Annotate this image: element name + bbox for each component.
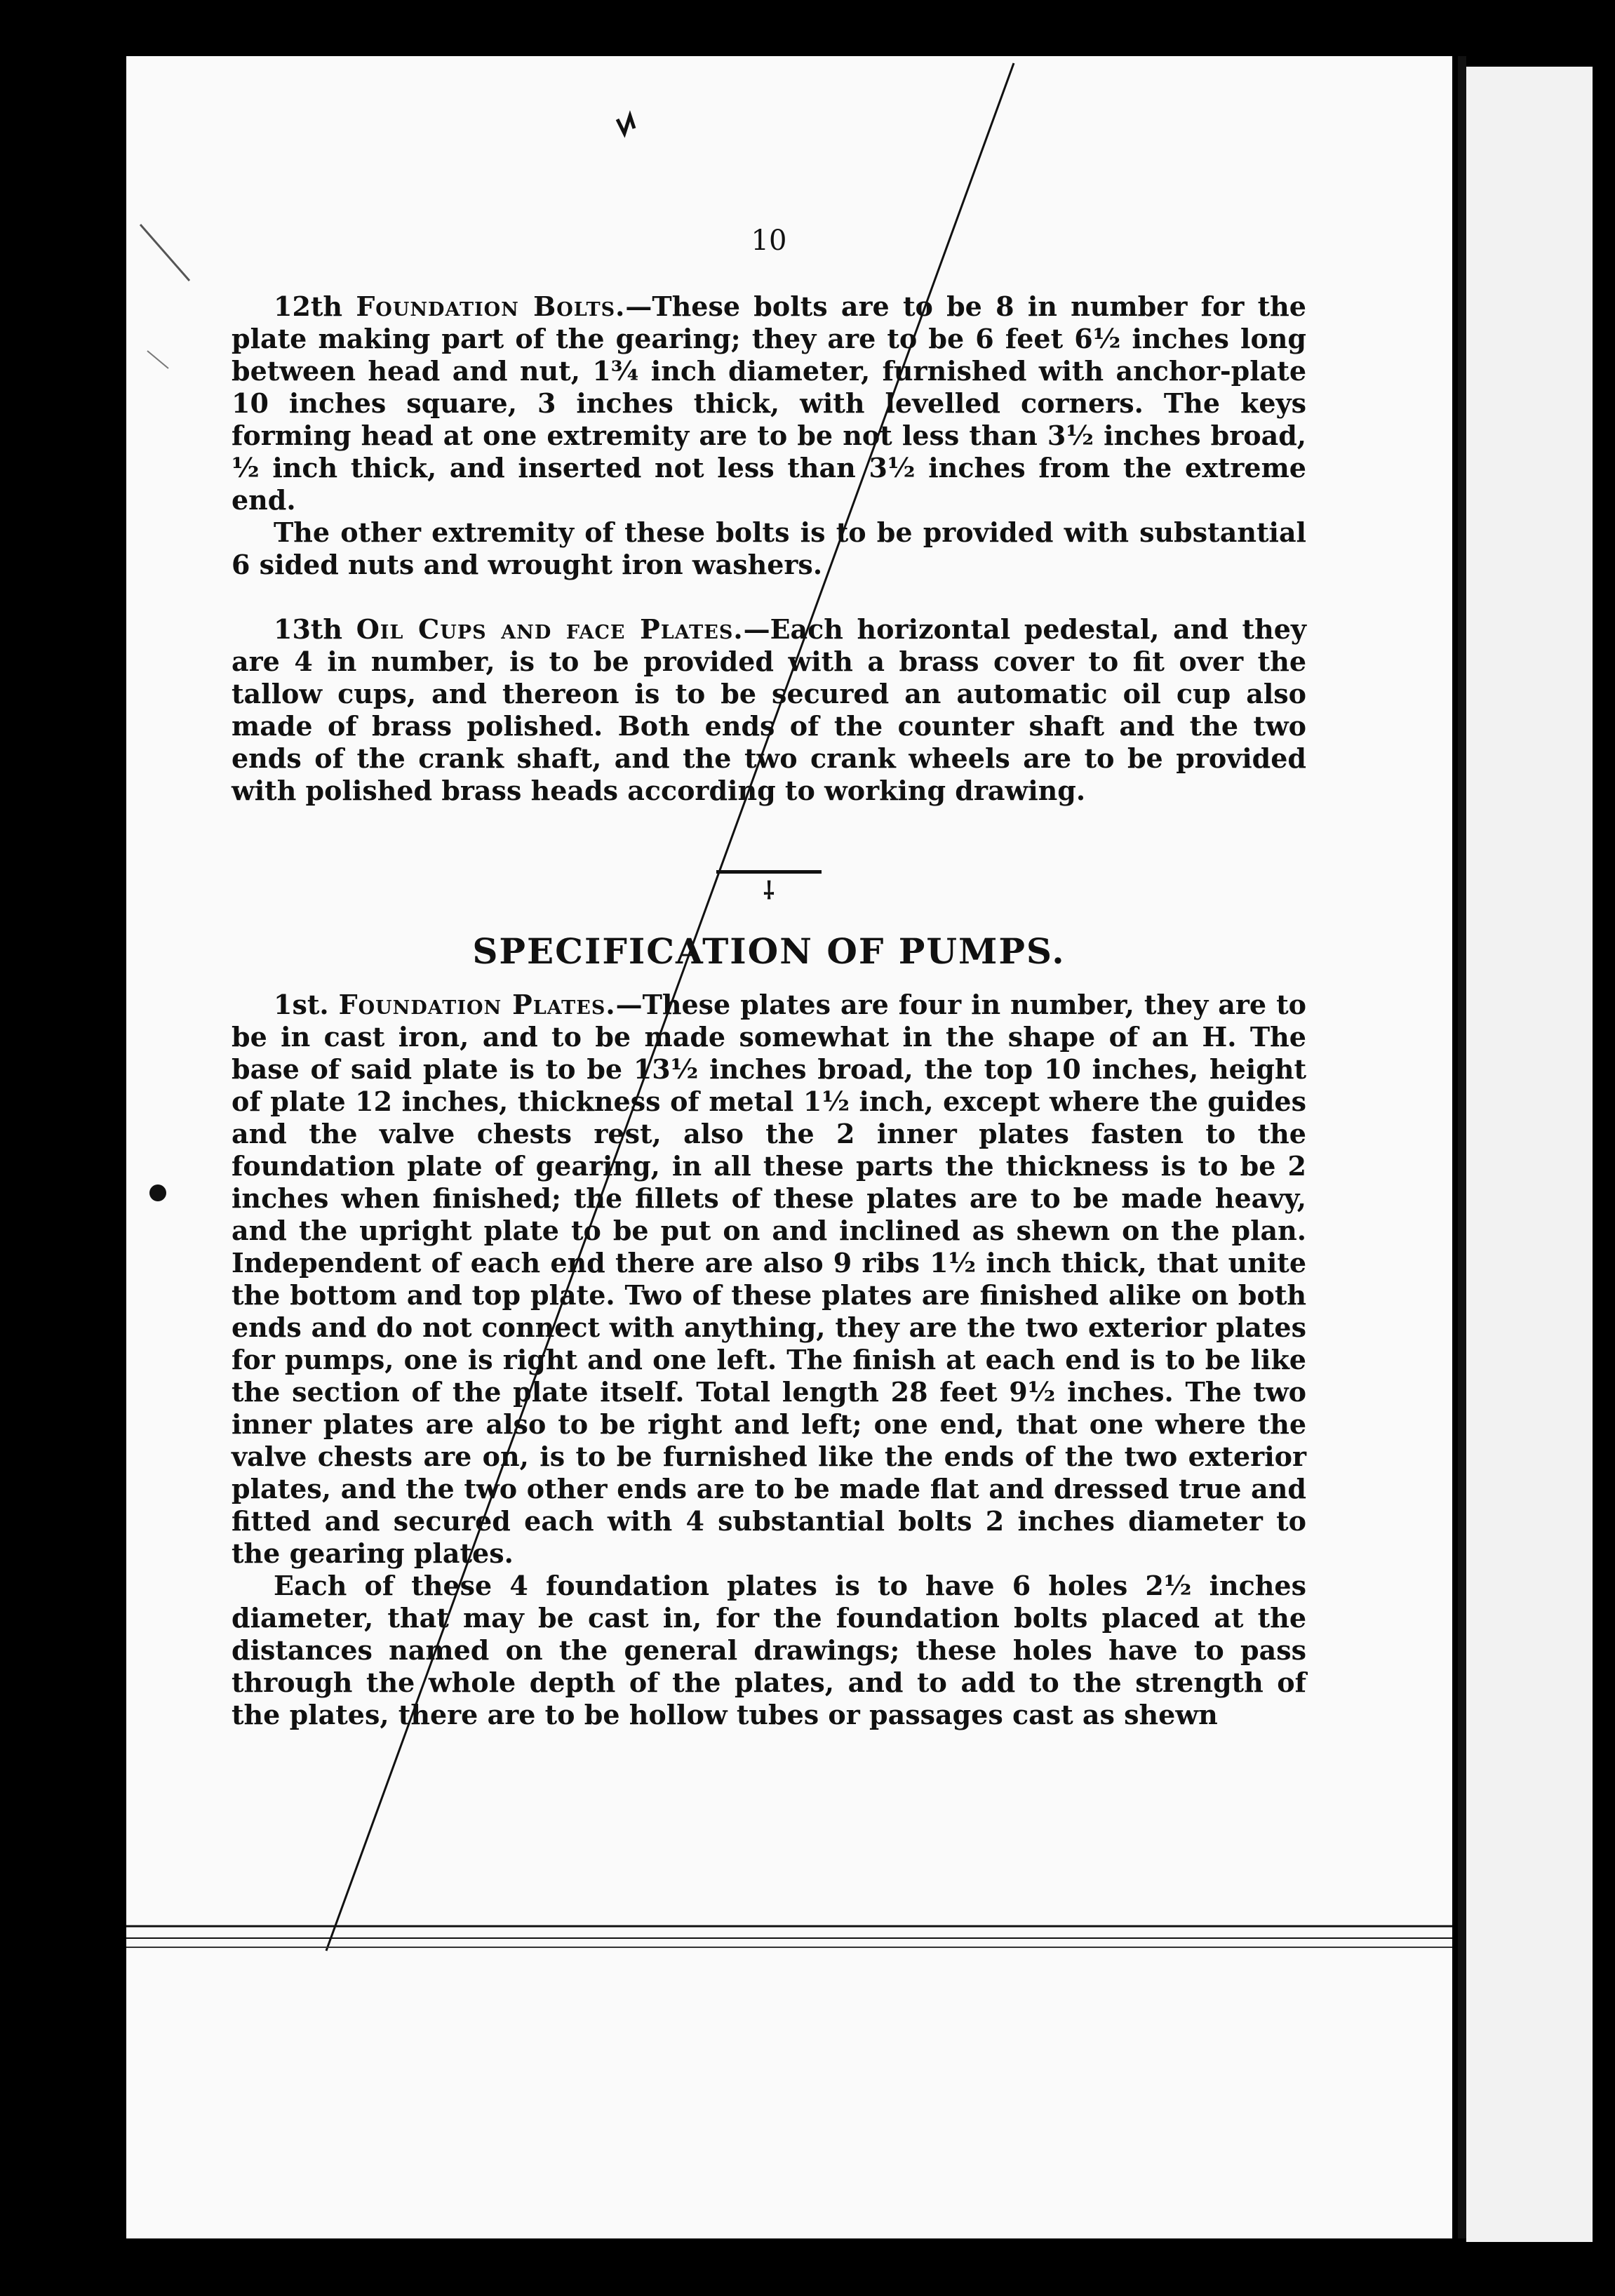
pump-section-1-text-2: Each of these 4 foundation plates is to have 6 holes 2½ inches diameter, that may be cast in, for the foundation bolts placed at the distances named on the general drawings; these holes have to pass through the whole depth of the plates, and to add to the strength of the plates, there are to be hollow tubes or passages cast as shewn [232,1570,1306,1730]
divider-ornament: ⸸ [763,877,775,905]
section-13-heading: Oil Cups and face Plates. [356,613,744,645]
section-12-text-1: These bolts are to be 8 in number for the plate making part of the gearing; they are to be 6 feet 6½ inches long between head and nut, 1¾ inch diameter, furnished with anchor-plate 10 inches square, 3 inches thick, with levelled corners. The keys forming head at one extremity are to be not less than 3½ inches broad, ½ inch thick, and inserted not less than 3½ inches from the extreme end. [232,291,1306,516]
section-12-paragraph-1: 12th Foundation Bolts.—These bolts are to be 8 in number for the plate making part of the gearing; they are to be 6 feet 6½ inches long between head and nut, 1¾ inch diameter, furnished with anchor-plate 10 inches square, 3 inches thick, with levelled corners. The keys forming head at one extremity are to be not less than 3½ inches broad, ½ inch thick, and inserted not less than 3½ inches from the extreme end. [232,291,1306,516]
pump-section-1-number: 1st. [274,989,329,1020]
section-12-heading: Foundation Bolts. [356,291,626,322]
pumps-heading: SPECIFICATION OF PUMPS. [472,930,1066,972]
page-edge [1458,56,1466,2238]
section-12-number: 12th [274,291,343,322]
pump-section-1-paragraph-2 [232,1570,1306,1731]
adjacent-page-strip [1466,67,1593,2242]
section-divider-rule [716,870,822,874]
pump-section-1-heading: Foundation Plates. [338,989,616,1020]
document-body [232,225,1306,1731]
section-13-text: Each horizontal pedestal, and they are 4 in number, is to be provided with a brass cover to fit over the tallow cups, and thereon is to be secured an automatic oil cup also made of brass polished. Both ends of the counter shaft and the two ends of the crank shaft, and the two crank wheels are to be provided with polished brass heads according to working drawing. [232,613,1306,806]
section-12-text-2: The other extremity of these bolts is to be provided with substantial 6 sided nuts and wrought iron washers. [232,516,1306,580]
page-number: 10 [751,225,787,257]
pump-section-1-text-1: These plates are four in number, they are to be in cast iron, and to be made somewhat in the shape of an H. The base of said plate is to be 13½ inches broad, the top 10 inches, height of plate 12 inches, thickness of metal 1½ inch, except where the guides and the valve chests rest, also the 2 inner plates fasten to the foundation plate of gearing, in all these parts the thickness is to be 2 inches when finished; the fillets of these plates are to be made heavy, and the upright plate to be put on and inclined as shewn on the plan. Independent of each end there are also 9 ribs 1½ inch thick, that unite the bottom and top plate. Two of these plates are finished alike on both ends and do not connect with anything, they are the two exterior plates for pumps, one is right and one left. The finish at each end is to be like the section of the plate itself. Total length 28 feet 9½ inches. The two inner plates are also to be right and left; one end, that one where the valve chests are on, is to be furnished like the ends of the two exterior plates, and the two other ends are to be made flat and dressed true and fitted and secured each with 4 substantial bolts 2 inches diameter to the gearing plates. [232,989,1306,1569]
section-13-paragraph: 13th Oil Cups and face Plates.—Each horizontal pedestal, and they are 4 in number, is to be provided with a brass cover to fit over the tallow cups, and thereon is to be secured an automatic oil cup also made of brass polished. Both ends of the counter shaft and the two ends of the crank shaft, and the two crank wheels are to be provided with polished brass heads according to working drawing. [232,613,1306,806]
section-12-paragraph-2 [232,516,1306,581]
section-13-number: 13th [274,613,343,645]
pump-section-1-paragraph-1: 1st. Foundation Plates.—These plates are four in number, they are to be in cast iron, and to be made somewhat in the shape of an H. The base of said plate is to be 13½ inches broad, the top 10 inches, height of plate 12 inches, thickness of metal 1½ inch, except where the guides and the valve chests rest, also the 2 inner plates fasten to the foundation plate of gearing, in all these parts the thickness is to be 2 inches when finished; the fillets of these plates are to be made heavy, and the upright plate to be put on and inclined as shewn on the plan. Independent of each end there are also 9 ribs 1½ inch thick, that unite the bottom and top plate. Two of these plates are finished alike on both ends and do not connect with anything, they are the two exterior plates for pumps, one is right and one left. The finish at each end is to be like the section of the plate itself. Total length 28 feet 9½ inches. The two inner plates are also to be right and left; one end, that one where the valve chests are on, is to be furnished like the ends of the two exterior plates, and the two other ends are to be made flat and dressed true and fitted and secured each with 4 substantial bolts 2 inches diameter to the gearing plates. [232,989,1306,1569]
section-gap [232,581,1306,613]
